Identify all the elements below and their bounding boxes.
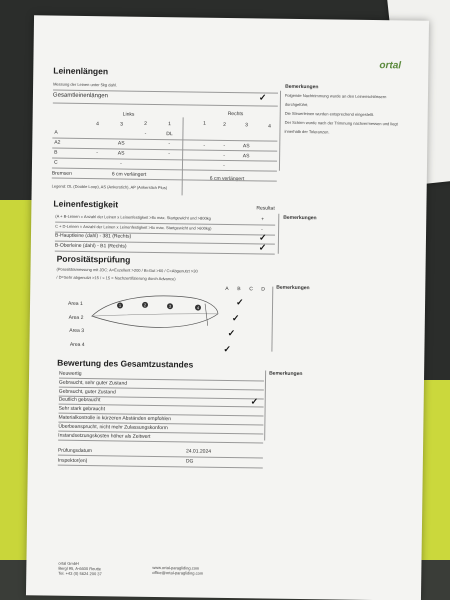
- porositaet-area-check: ✓: [231, 312, 240, 323]
- section-title-porositaet: Porositätsprüfung: [56, 253, 131, 265]
- area-marker: [167, 303, 173, 309]
- bemerkung-line: Die Steuerleinen wurden entsprechend eingestellt.: [284, 110, 375, 118]
- col-header-links: 1: [168, 120, 172, 127]
- bremsen-label: Bremsen: [51, 170, 72, 177]
- bewertung-item-label: Deutlich gebraucht: [58, 397, 101, 404]
- festigkeit-result: +: [261, 216, 265, 223]
- col-header-rechts: 3: [245, 122, 248, 129]
- area-marker: [142, 302, 148, 308]
- cell-rechts: -: [203, 142, 206, 149]
- col-header-links: 2: [144, 120, 147, 127]
- section-title-leinenfestigkeit: Leinenfestigkeit: [53, 198, 119, 210]
- gesamt-label: Gesamtleinenlängen: [52, 92, 109, 100]
- footer-web: [152, 565, 203, 576]
- cell-links: AS: [117, 150, 125, 157]
- col-header-rechts: 1: [203, 120, 207, 127]
- bewertung-rule: [58, 439, 263, 443]
- bemerkungen-title-2: Bemerkungen: [283, 214, 317, 222]
- col-header-rechts: 2: [223, 121, 226, 128]
- festigkeit-row-text: C + D-Leinen = Anzahl der Leinen x Leinenfestigkeit >6x max. Startgewicht und >600kg): [55, 223, 212, 231]
- inspektor-value: DG: [185, 458, 194, 465]
- inspektor-label: Inspektor(en): [57, 457, 88, 465]
- footer-website: www.ortal-paragliding.com: [152, 564, 200, 571]
- bewertung-item-check: ✓: [250, 396, 259, 407]
- cell-links: -: [120, 160, 122, 167]
- area-marker: [195, 305, 201, 311]
- porositaet-area-label: Area 4: [69, 341, 85, 348]
- festigkeit-row-text: (A + B-Leinen = Anzahl der Leinen x Leinenfestigkeit >8x max. Startgewicht und >800kg: [55, 213, 211, 221]
- bemerkungen-title-4: Bemerkungen: [269, 370, 303, 378]
- porositaet-note-2: / D=Sehr abgenutzt >15 / < 15 = Nachzertifizierung durch Advance): [56, 274, 176, 282]
- col-header-links: 3: [120, 120, 123, 128]
- area-marker: [117, 302, 123, 308]
- footer-email: office@ortal-paragliding.com: [152, 569, 204, 576]
- cell-rechts: AS: [242, 153, 250, 160]
- porositaet-col-header: D: [261, 286, 265, 293]
- pruefungsdatum-value: 24.01.2024: [185, 448, 212, 455]
- porositaet-col-header: C: [249, 286, 253, 293]
- footer-company-line: Bergl 95, A-6600 Reutte: [58, 565, 102, 572]
- porositaet-area-check: ✓: [227, 328, 236, 339]
- porositaet-col-header: B: [237, 286, 241, 293]
- footer-company: [58, 561, 102, 577]
- section-title-leinenlaengen: Leinenlängen: [53, 65, 109, 77]
- cell-links: DL: [166, 131, 173, 138]
- row-label: C: [53, 159, 58, 166]
- row-label: A: [54, 129, 58, 136]
- rechts-label: Rechts: [227, 110, 244, 118]
- resultat-label: Resultat: [256, 205, 275, 212]
- section-title-bewertung: Bewertung des Gesamtzustandes: [57, 357, 194, 370]
- bemerkung-line: Folgende Nachtrimmung wurde an den Leinenschlössern: [284, 92, 387, 100]
- bewertung-item-label: Gebraucht, sehr guter Zustand: [58, 379, 128, 387]
- bemerkung-line: innerhalb der Toleranzen.: [284, 128, 330, 135]
- bewertung-item-label: Gebraucht, guter Zustand: [58, 388, 116, 396]
- messung-note: Messung der Leinen unter 5kg dahl.: [53, 81, 117, 88]
- legend-text: Legend: DL (Double Loop), AS (Ankerstich), AP (Ankerstich Plus): [51, 183, 168, 191]
- row-rule: [52, 168, 277, 172]
- cell-rechts: -: [223, 162, 225, 169]
- cell-links: -: [144, 130, 147, 137]
- footer-company-line: Tel. +43 (0) 5624 200 37: [58, 570, 102, 577]
- porositaet-area-check: ✓: [223, 343, 232, 354]
- pruefungsdatum-label: Prüfungsdatum: [57, 447, 92, 455]
- svg-text:3: 3: [168, 303, 172, 309]
- svg-text:2: 2: [143, 302, 147, 308]
- bemerkung-line: Der Schirm wurde nach der Trimmung nachvermessen und liegt: [284, 119, 398, 127]
- bremsen-rechts: 6 cm verlängert: [209, 175, 245, 183]
- festigkeit-result: -: [261, 225, 263, 232]
- cell-links: -: [168, 151, 171, 158]
- festigkeit-row-text: B-Hauptleine (dahl) - 381 (Rechts): [54, 232, 132, 240]
- porositaet-area-label: Area 3: [69, 327, 85, 334]
- bewertung-item-label: Materialkontrolle in kürzeren Abständen empfohlen: [58, 414, 172, 423]
- bremsen-links: 6 cm verlängert: [111, 171, 147, 178]
- links-label: Links: [122, 111, 135, 118]
- bemerkungen-title-1: Bemerkungen: [285, 83, 319, 91]
- festigkeit-row-text: B-Oberleine (dahl) - B1 (Rechts): [54, 242, 127, 250]
- cell-links: -: [168, 141, 171, 148]
- porositaet-col-header: A: [225, 285, 229, 293]
- company-logo: ortal: [379, 60, 402, 72]
- cell-links: AS: [117, 140, 125, 147]
- bewertung-item-label: Sehr stark gebraucht: [58, 405, 106, 413]
- cell-rechts: -: [223, 142, 226, 149]
- svg-text:1: 1: [118, 302, 122, 309]
- footer-company-line: ortal GmbH: [58, 560, 79, 566]
- row-label: A2: [54, 139, 61, 146]
- bemerkungen-title-3: Bemerkungen: [276, 284, 310, 292]
- inspection-report-page: [26, 15, 429, 600]
- festigkeit-result: ✓: [258, 241, 267, 253]
- porositaet-area-label: Area 1: [68, 300, 83, 307]
- porositaet-area-label: Area 2: [68, 314, 84, 321]
- col-header-links: 4: [96, 121, 99, 128]
- festigkeit-result: ✓: [258, 232, 267, 243]
- porositaet-note-1: (Porositätsmessung mit JDC: A=Exzellent >200 / B=Gut >60 / C=Abgenutzt >30: [56, 266, 198, 274]
- col-header-rechts: 4: [268, 123, 271, 130]
- bewertung-item-label: Überbeansprucht, nicht mehr Zulassungskonform: [58, 423, 168, 431]
- svg-text:4: 4: [196, 305, 200, 311]
- bewertung-item-label: Neuwertig: [59, 370, 82, 377]
- cell-rechts: AS: [242, 143, 250, 150]
- bewertung-item-label: Instandsetzungskosten höher als Zeitwert: [58, 432, 151, 440]
- cell-rechts: -: [223, 152, 225, 159]
- gesamt-check: ✓: [258, 92, 267, 103]
- porositaet-area-check: ✓: [236, 297, 244, 308]
- row-label: B: [54, 149, 58, 156]
- cell-links: -: [96, 150, 99, 157]
- wing-profile-diagram: [89, 286, 220, 346]
- bemerkung-line: durchgeführt.: [284, 101, 309, 108]
